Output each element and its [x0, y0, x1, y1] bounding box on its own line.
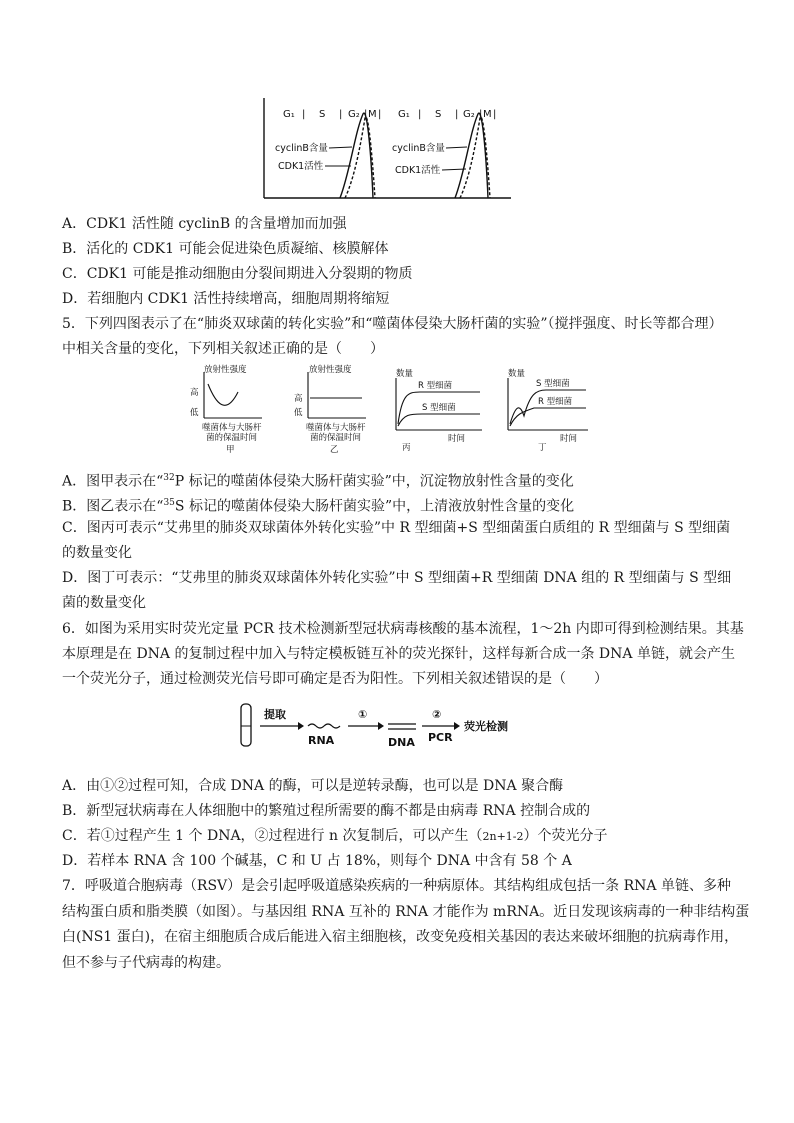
phase-sep: | [378, 109, 382, 120]
q6-option-a: A．由①②过程可知，合成 DNA 的酶，可以是逆转录酶，也可以是 DNA 聚合酶 [62, 778, 564, 794]
formula: 2n+1-2 [482, 830, 524, 843]
q6-option-c: C．若①过程产生 1 个 DNA，②过程进行 n 次复制后，可以产生（2n+1-2）个荧光分子 [62, 828, 608, 844]
q6-option-d: D．若样本 RNA 含 100 个碱基，C 和 U 占 18%，则每个 DNA 中含有 58 个 A [62, 853, 572, 869]
q4-option-d: D．若细胞内 CDK1 活性持续增高，细胞周期将缩短 [62, 291, 390, 307]
q5-figures [190, 364, 590, 456]
jia-xlabel2: 菌的保温时间 [206, 433, 258, 443]
jia-name: 甲 [226, 445, 235, 455]
phase-g1-left: G₁ [283, 109, 295, 120]
q5-option-c-line1: C．图丙可表示“艾弗里的肺炎双球菌体外转化实验”中 R 型细菌+S 型细菌蛋白质组的 R 型细菌与 S 型细菌 [62, 520, 731, 536]
phase-m-left: M [368, 109, 377, 120]
q5-option-d-line1: D．图丁可表示：“艾弗里的肺炎双球菌体外转化实验”中 S 型细菌+R 型细菌 DNA 组的 R 型细菌与 S 型细 [62, 570, 732, 586]
ding-name: 丁 [538, 443, 547, 453]
bing-xlabel: 时间 [448, 434, 466, 444]
label-cyclinb-left: cyclinB含量 [275, 143, 328, 154]
phase-g1-right: G₁ [398, 109, 410, 120]
q7-stem-line4: 但不参与子代病毒的构建。 [62, 955, 230, 971]
yi-low: 低 [294, 408, 303, 418]
yi-xlabel2: 菌的保温时间 [310, 433, 362, 443]
ding-s-curve [510, 390, 586, 424]
phase-sep: | [493, 109, 497, 120]
phase-sep: | [364, 109, 368, 120]
dna-label: DNA [388, 736, 415, 749]
cell-cycle-figure [255, 92, 515, 204]
q7-stem-line2: 结构蛋白质和脂类膜（如图）。与基因组 RNA 互补的 RNA 才能作为 mRNA。近日发现该病毒的一种非结构蛋 [62, 904, 750, 920]
rna-label: RNA [308, 734, 335, 747]
step2-label: ② [432, 708, 442, 721]
q5-option-b: B．图乙表示在“$^{35}$S 标记的噬菌体侵染大肠杆菌实验”中，上清液放射性含量的变化 [62, 498, 575, 515]
q6-stem-line2: 本原理是在 DNA 的复制过程中加入与特定模板链互补的荧光探针，这样每新合成一条 DNA 单链，就会产生 [62, 646, 735, 662]
phase-g2-right: G₂ [463, 109, 475, 120]
q6-option-b: B．新型冠状病毒在人体细胞中的繁殖过程所需要的酶不都是由病毒 RNA 控制合成的 [62, 803, 591, 819]
q5-option-a: A．图甲表示在“$^{32}$P 标记的噬菌体侵染大肠杆菌实验”中，沉淀物放射性含量的变化 [62, 473, 574, 490]
phase-sep: | [302, 109, 306, 120]
q5-option-d-line2: 菌的数量变化 [62, 595, 146, 611]
rna-strand [308, 724, 340, 728]
q4-option-c: C．CDK1 可能是推动细胞由分裂间期进入分裂期的物质 [62, 266, 413, 282]
bing-ylabel: 数量 [396, 369, 414, 379]
yi-name: 乙 [330, 445, 339, 455]
cyclinb-curve-left [340, 113, 373, 198]
phase-m-right: M [483, 109, 492, 120]
ding-xlabel: 时间 [560, 434, 578, 444]
jia-curve [208, 384, 238, 405]
jia-high: 高 [190, 388, 199, 398]
phase-sep: | [339, 109, 343, 120]
test-tube-icon [241, 704, 251, 746]
bing-name: 丙 [402, 443, 411, 453]
yi-xlabel1: 噬菌体与大肠杆 [306, 423, 366, 433]
q4-option-a: A．CDK1 活性随 cyclinB 的含量增加而加强 [62, 216, 347, 232]
phase-sep: | [479, 109, 483, 120]
bing-s-label: S 型细菌 [422, 403, 456, 413]
bing-s-curve [398, 414, 480, 426]
yi-ylabel: 放射性强度 [309, 365, 352, 375]
ding-r-label: R 型细菌 [538, 397, 573, 407]
yi-high: 高 [294, 394, 303, 404]
phase-s-left: S [319, 109, 326, 120]
phase-s-right: S [435, 109, 442, 120]
step1-label: ① [358, 708, 368, 721]
extract-label: 提取 [264, 708, 286, 721]
jia-low: 低 [190, 408, 199, 418]
label-cyclinb-right: cyclinB含量 [392, 143, 445, 154]
q6-stem-line3: 一个荧光分子，通过检测荧光信号即可确定是否为阳性。下列相关叙述错误的是（ ） [62, 671, 608, 687]
phase-g2-left: G₂ [348, 109, 360, 120]
ding-s-label: S 型细菌 [536, 379, 570, 389]
bing-r-label: R 型细菌 [418, 381, 453, 391]
jia-xlabel1: 噬菌体与大肠杆 [202, 423, 262, 433]
q6-stem-line1: 6．如图为采用实时荧光定量 PCR 技术检测新型冠状病毒核酸的基本流程，1～2h 内即可得到检测结果。其基 [62, 621, 744, 637]
label-cdk1-right: CDK1活性 [395, 165, 441, 176]
pcr-flow-figure [236, 696, 526, 754]
phase-sep: | [455, 109, 459, 120]
q5-stem-line1: 5．下列四图表示了在“肺炎双球菌的转化实验”和“噬菌体侵染大肠杆菌的实验”（搅拌强度、时长等都合理） [62, 316, 723, 332]
label-cdk1-left: CDK1活性 [278, 161, 324, 172]
phase-sep: | [418, 109, 422, 120]
pcr-label: PCR [428, 731, 453, 744]
q7-stem-line3: 白(NS1 蛋白)，在宿主细胞质合成后能进入宿主细胞核，改变免疫相关基因的表达来破坏细胞的抗病毒作用， [62, 929, 739, 945]
q4-option-b: B．活化的 CDK1 可能会促进染色质凝缩、核膜解体 [62, 241, 389, 257]
fluorescence-detection-label: 荧光检测 [464, 720, 508, 733]
q5-stem-line2: 中相关含量的变化，下列相关叙述正确的是（ ） [62, 341, 384, 357]
jia-ylabel: 放射性强度 [204, 365, 247, 375]
ding-ylabel: 数量 [508, 369, 526, 379]
q5-option-c-line2: 的数量变化 [62, 545, 132, 561]
q7-stem-line1: 7．呼吸道合胞病毒（RSV）是会引起呼吸道感染疾病的一种病原体。其结构组成包括一条 RNA 单链、多种 [62, 878, 731, 894]
cyclinb-curve-right [455, 113, 488, 198]
